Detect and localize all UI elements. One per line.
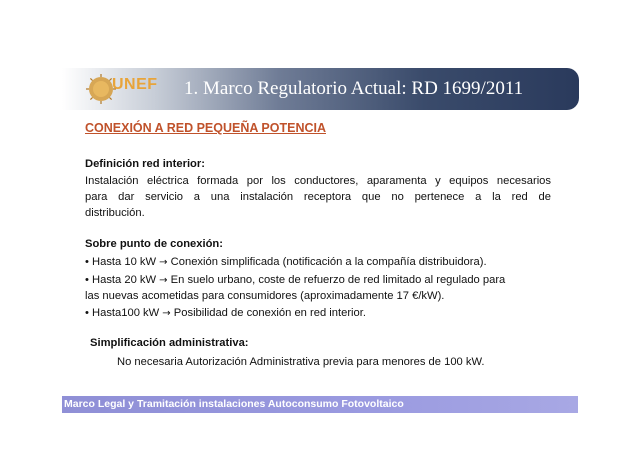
bullet-100kw-text: Posibilidad de conexión en red interior. — [170, 307, 366, 319]
bullet-20kw — [85, 274, 505, 286]
bullet-10kw-label: • Hasta 10 kW — [85, 256, 160, 268]
bullet-100kw-label: • Hasta100 kW — [85, 307, 163, 319]
arrow-right-icon: → — [162, 308, 171, 319]
slide-title: 1. Marco Regulatorio Actual: RD 1699/2011 — [184, 78, 524, 99]
arrow-right-icon: → — [159, 275, 168, 286]
arrow-right-icon: → — [159, 257, 168, 268]
bullet-20kw-label: • Hasta 20 kW — [85, 274, 160, 286]
admin-heading: Simplificación administrativa: — [90, 337, 249, 349]
footer-text: Marco Legal y Tramitación instalaciones Autoconsumo Fotovoltaico — [64, 398, 404, 410]
definition-line-3: distribución. — [85, 207, 145, 219]
bullet-10kw-text: Conexión simplificada (notificación a la compañía distribuidora). — [167, 256, 487, 268]
logo-text: UNEF — [112, 76, 158, 93]
bullet-100kw — [85, 307, 366, 319]
admin-text: No necesaria Autorización Administrativa previa para menores de 100 kW. — [117, 356, 485, 368]
bullet-10kw — [85, 256, 487, 268]
definition-heading: Definición red interior: — [85, 158, 205, 170]
bullet-20kw-continuation: las nuevas acometidas para consumidores (aproximadamente 17 €/kW). — [85, 290, 445, 302]
connection-heading: Sobre punto de conexión: — [85, 238, 223, 250]
bullet-20kw-text: En suelo urbano, coste de refuerzo de red limitado al regulado para — [167, 274, 506, 286]
definition-line-2: para dar servicio a una instalación receptora que no pertenece a la red de — [85, 191, 551, 203]
definition-line-1: Instalación eléctrica formada por los conductores, aparamenta y equipos necesarios — [85, 175, 551, 187]
section-title: CONEXIÓN A RED PEQUEÑA POTENCIA — [85, 121, 326, 135]
